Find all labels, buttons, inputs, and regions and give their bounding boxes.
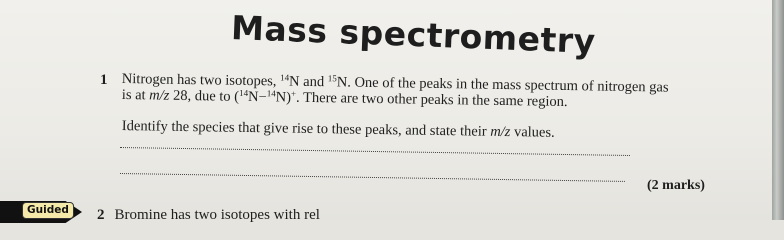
answer-line-1 <box>120 147 630 156</box>
question-number: 1 <box>100 72 108 88</box>
marks-label: (2 marks) <box>647 178 705 193</box>
answer-line-2 <box>120 173 625 182</box>
question-line-2: is at m/z 28, due to ($^{14}$N−$^{14}$N)+. There are two other peaks in the same region. <box>121 86 568 110</box>
question-line-3: Identify the species that give rise to these peaks, and state their m/z values. <box>121 118 555 141</box>
page-edge <box>772 0 784 220</box>
page-title: Mass spectrometry <box>230 8 597 61</box>
question-2: 2 Bromine has two isotopes with rel <box>97 207 320 223</box>
question-line-1: Nitrogen has two isotopes, $^{14}$N and $^{15}$N. One of the peaks in the mass spectrum of nitrogen gas <box>121 70 669 96</box>
guided-badge: Guided <box>22 202 74 219</box>
